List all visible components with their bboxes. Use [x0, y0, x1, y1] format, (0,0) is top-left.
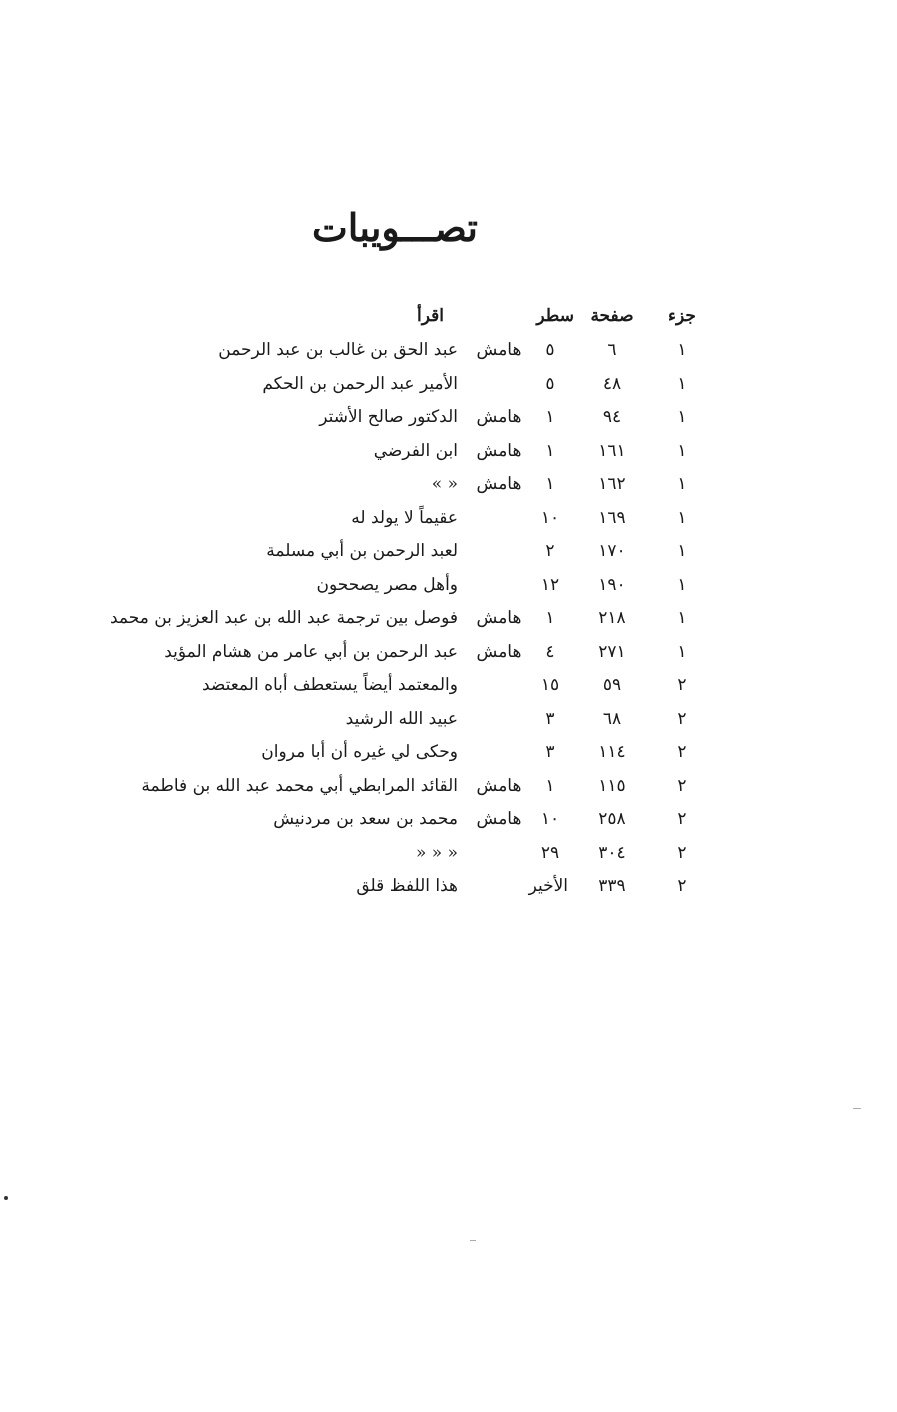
errata-table [60, 298, 720, 904]
cell-correction: « « « [415, 842, 458, 863]
cell-line: ١ [545, 608, 555, 628]
cell-margin-note: هامش [476, 775, 522, 796]
table-row [60, 602, 720, 636]
cell-part: ٢ [677, 842, 687, 863]
table-body [60, 334, 720, 904]
cell-correction: وحكى لي غيره أن أبا مروان [261, 742, 458, 762]
cell-line: ١ [545, 407, 555, 427]
cell-correction: عبد الرحمن بن أبي عامر من هشام المؤيد [164, 641, 458, 662]
table-row [60, 669, 720, 703]
table-row [60, 368, 720, 402]
cell-line: ١ [545, 474, 555, 494]
cell-page: ٩٤ [602, 407, 622, 427]
scan-speck [853, 1108, 861, 1109]
table-row [60, 736, 720, 770]
cell-correction: « » [431, 474, 458, 494]
cell-part: ٢ [677, 809, 687, 829]
cell-correction: ابن الفرضي [373, 440, 458, 461]
cell-part: ١ [677, 608, 687, 628]
cell-margin-note: هامش [476, 809, 522, 829]
cell-correction: عبيد الله الرشيد [345, 708, 458, 729]
cell-margin-note: هامش [476, 608, 522, 628]
cell-page: ١٦٩ [598, 507, 626, 528]
cell-part: ١ [677, 440, 687, 461]
margin-dot [4, 1196, 8, 1200]
cell-page: ١١٥ [598, 775, 626, 796]
table-row [60, 502, 720, 536]
cell-line: ١ [545, 440, 555, 461]
cell-line: ٣ [545, 742, 555, 762]
cell-line: ٣ [545, 708, 555, 729]
cell-part: ١ [677, 541, 687, 561]
table-row [60, 535, 720, 569]
cell-page: ٤٨ [602, 373, 622, 394]
cell-part: ٢ [677, 876, 687, 896]
table-row [60, 435, 720, 469]
cell-part: ٢ [677, 708, 687, 729]
cell-page: ٦٨ [602, 708, 622, 729]
page-title: تصـــويبات [312, 205, 478, 250]
table-header [60, 298, 720, 334]
table-row [60, 569, 720, 603]
cell-line: ٢٩ [540, 842, 560, 863]
cell-line: ١٢ [540, 574, 560, 595]
table-row [60, 837, 720, 871]
table-row [60, 770, 720, 804]
cell-line: الأخير [528, 876, 568, 896]
cell-correction: هذا اللفظ قلق [356, 876, 458, 896]
cell-line: ١ [545, 775, 555, 796]
cell-part: ٢ [677, 742, 687, 762]
cell-page: ١١٤ [598, 742, 626, 762]
cell-line: ٢ [545, 541, 555, 561]
cell-page: ٣٠٤ [598, 842, 626, 863]
cell-part: ١ [677, 340, 687, 360]
cell-page: ٣٣٩ [598, 876, 626, 896]
cell-page: ٢٥٨ [598, 809, 626, 829]
table-row [60, 870, 720, 904]
table-row [60, 803, 720, 837]
cell-page: ١٦٢ [598, 474, 626, 494]
cell-line: ١٥ [540, 675, 560, 695]
cell-correction: القائد المرابطي أبي محمد عبد الله بن فاطمة [141, 775, 458, 796]
cell-line: ٥ [545, 340, 555, 360]
cell-part: ١ [677, 407, 687, 427]
cell-page: ١٩٠ [598, 574, 626, 595]
cell-correction: فوصل بين ترجمة عبد الله بن عبد العزيز بن محمد [109, 608, 458, 628]
cell-part: ١ [677, 574, 687, 595]
cell-correction: محمد بن سعد بن مردنيش [273, 809, 458, 829]
cell-margin-note: هامش [476, 407, 522, 427]
cell-margin-note: هامش [476, 474, 522, 494]
cell-page: ٢٧١ [598, 641, 626, 662]
cell-line: ١٠ [540, 507, 560, 528]
cell-part: ١ [677, 373, 687, 394]
cell-page: ٢١٨ [598, 608, 626, 628]
cell-line: ٤ [545, 641, 555, 662]
cell-correction: وأهل مصر يصححون [316, 574, 458, 595]
cell-page: ١٦١ [598, 440, 626, 461]
table-row [60, 401, 720, 435]
cell-part: ١ [677, 507, 687, 528]
column-header-part: جزء [668, 306, 696, 326]
cell-part: ١ [677, 474, 687, 494]
cell-correction: عبد الحق بن غالب بن عبد الرحمن [218, 340, 458, 360]
cell-correction: الأمير عبد الرحمن بن الحكم [262, 373, 458, 394]
table-row [60, 636, 720, 670]
table-row [60, 468, 720, 502]
cell-correction: والمعتمد أيضاً يستعطف أباه المعتضد [201, 675, 458, 695]
cell-line: ١٠ [540, 809, 560, 829]
table-row [60, 703, 720, 737]
cell-page: ٥٩ [602, 675, 622, 695]
scan-speck [470, 1240, 476, 1241]
cell-correction: عقيماً لا يولد له [351, 507, 458, 528]
cell-page: ٦ [607, 340, 617, 360]
cell-part: ٢ [677, 675, 687, 695]
cell-page: ١٧٠ [598, 541, 626, 561]
column-header-line: سطر [536, 306, 574, 326]
column-header-read: اقرأ [417, 306, 444, 326]
cell-correction: لعبد الرحمن بن أبي مسلمة [266, 541, 458, 561]
cell-margin-note: هامش [476, 440, 522, 461]
table-row [60, 334, 720, 368]
cell-part: ١ [677, 641, 687, 662]
column-header-page: صفحة [590, 306, 634, 326]
cell-line: ٥ [545, 373, 555, 394]
cell-margin-note: هامش [476, 641, 522, 662]
cell-correction: الدكتور صالح الأشتر [319, 407, 458, 427]
cell-part: ٢ [677, 775, 687, 796]
cell-margin-note: هامش [476, 340, 522, 360]
